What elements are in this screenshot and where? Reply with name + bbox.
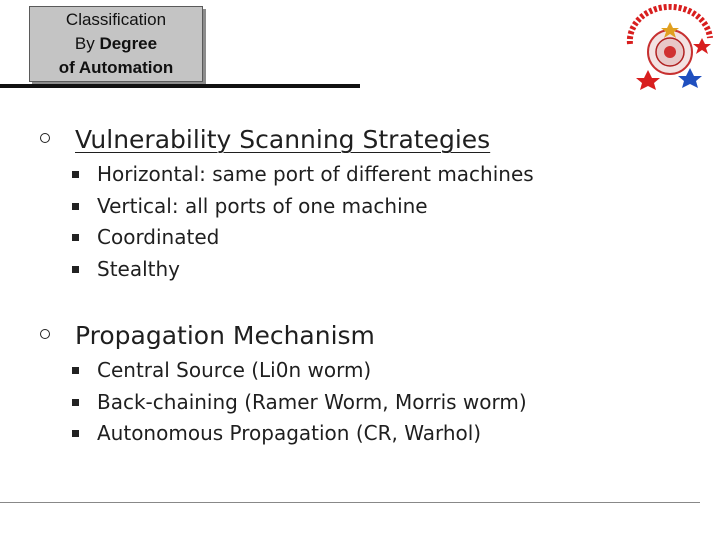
- hollow-bullet-icon: [40, 329, 50, 339]
- square-bullet-icon: [72, 266, 79, 273]
- title-line-3: of Automation: [58, 58, 174, 77]
- square-bullet-icon: [72, 203, 79, 210]
- square-bullet-icon: [72, 430, 79, 437]
- square-bullet-icon: [72, 367, 79, 374]
- square-bullet-icon: [72, 399, 79, 406]
- hollow-bullet-icon: [40, 133, 50, 143]
- square-bullet-icon: [72, 171, 79, 178]
- header-divider: [0, 84, 360, 88]
- square-bullet-icon: [72, 234, 79, 241]
- section-title-box: [29, 6, 203, 82]
- seal-logo-icon: [618, 4, 718, 90]
- footer-divider: [0, 502, 700, 503]
- title-line-1: Classification: [65, 10, 167, 29]
- title-line-2: By Degree: [74, 34, 158, 53]
